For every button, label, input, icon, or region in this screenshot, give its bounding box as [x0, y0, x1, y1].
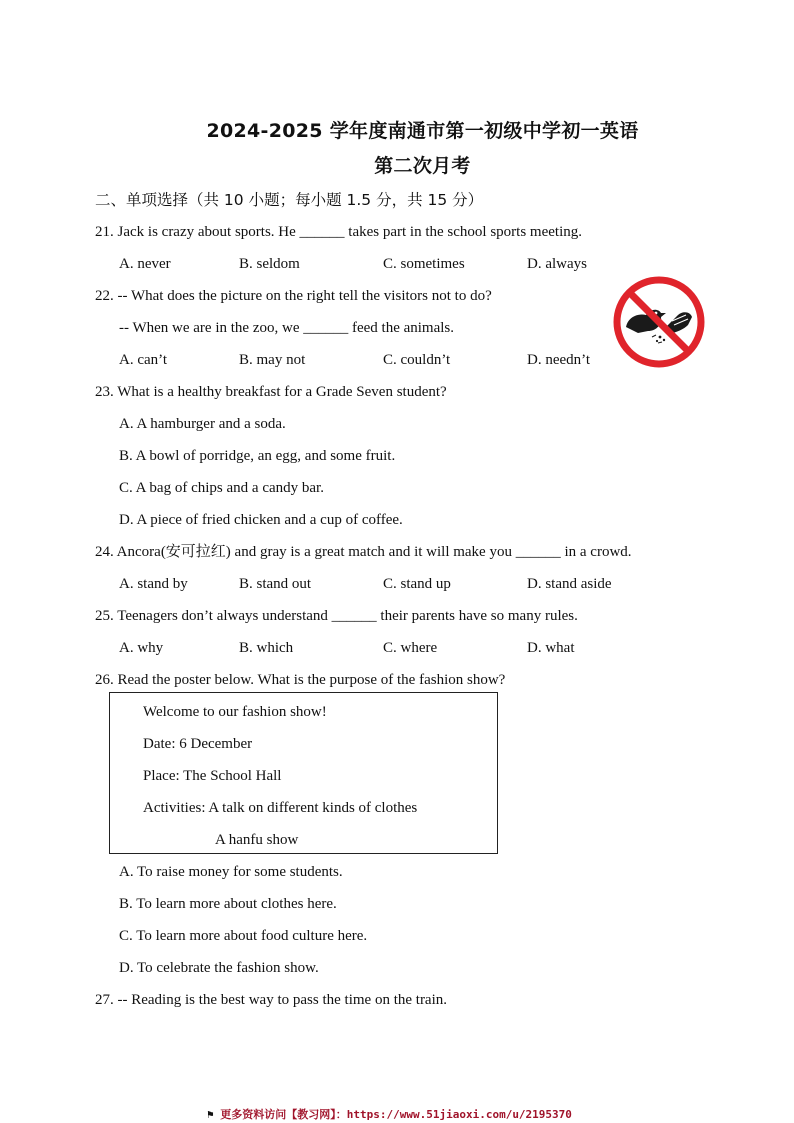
- question-23-stem: 23. What is a healthy breakfast for a Grade Seven student?: [95, 384, 447, 400]
- option-21-d: D. always: [527, 256, 587, 272]
- option-24-b: B. stand out: [239, 576, 312, 592]
- option-23-d: D. A piece of fried chicken and a cup of coffee.: [119, 512, 403, 528]
- question-24-stem: 24. Ancora(安可拉红) and gray is a great match and it will make you ______ in a crowd.: [95, 544, 632, 560]
- question-26-stem: 26. Read the poster below. What is the purpose of the fashion show?: [95, 672, 506, 688]
- option-21-b: B. seldom: [239, 256, 300, 272]
- option-23-b: B. A bowl of porridge, an egg, and some fruit.: [119, 448, 396, 464]
- poster-place: Place: The School Hall: [143, 768, 282, 784]
- exam-subtitle: 第二次月考: [374, 155, 471, 177]
- option-21-a: A. never: [119, 256, 171, 272]
- option-26-d: D. To celebrate the fashion show.: [119, 960, 319, 976]
- no-feeding-animals-icon: [612, 275, 706, 369]
- question-22-stem-2: -- When we are in the zoo, we ______ feed the animals.: [119, 320, 455, 336]
- poster-hanfu-show: A hanfu show: [215, 832, 299, 848]
- poster-activities: Activities: A talk on different kinds of clothes: [143, 800, 418, 816]
- option-23-c: C. A bag of chips and a candy bar.: [119, 480, 324, 496]
- option-22-a: A. can’t: [119, 352, 168, 368]
- option-24-d: D. stand aside: [527, 576, 612, 592]
- section-title: 二、单项选择（共 10 小题；每小题 1.5 分，共 15 分）: [95, 191, 484, 209]
- footer-link[interactable]: [207, 1106, 572, 1122]
- poster-welcome: Welcome to our fashion show!: [143, 704, 327, 720]
- option-23-a: A. A hamburger and a soda.: [119, 416, 286, 432]
- question-22-stem: 22. -- What does the picture on the right tell the visitors not to do?: [95, 288, 492, 304]
- poster-date: Date: 6 December: [143, 736, 253, 752]
- footer-text: 更多资料访问【教习网】：https://www.51jiaoxi.com/u/2195370: [220, 1108, 572, 1121]
- question-27-stem: 27. -- Reading is the best way to pass the time on the train.: [95, 992, 448, 1008]
- flag-icon: ⚑: [207, 1108, 214, 1121]
- option-26-a: A. To raise money for some students.: [119, 864, 343, 880]
- option-25-c: C. where: [383, 640, 438, 656]
- option-25-a: A. why: [119, 640, 164, 656]
- option-26-c: C. To learn more about food culture here.: [119, 928, 368, 944]
- option-25-d: D. what: [527, 640, 575, 656]
- question-25-stem: 25. Teenagers don’t always understand ______ their parents have so many rules.: [95, 608, 578, 624]
- question-21-stem: 21. Jack is crazy about sports. He ______ takes part in the school sports meeting.: [95, 224, 582, 240]
- option-21-c: C. sometimes: [383, 256, 465, 272]
- option-22-c: C. couldn’t: [383, 352, 451, 368]
- option-24-a: A. stand by: [119, 576, 188, 592]
- option-25-b: B. which: [239, 640, 294, 656]
- option-26-b: B. To learn more about clothes here.: [119, 896, 337, 912]
- option-22-b: B. may not: [239, 352, 306, 368]
- exam-title: 2024-2025 学年度南通市第一初级中学初一英语: [206, 120, 639, 142]
- option-24-c: C. stand up: [383, 576, 451, 592]
- option-22-d: D. needn’t: [527, 352, 591, 368]
